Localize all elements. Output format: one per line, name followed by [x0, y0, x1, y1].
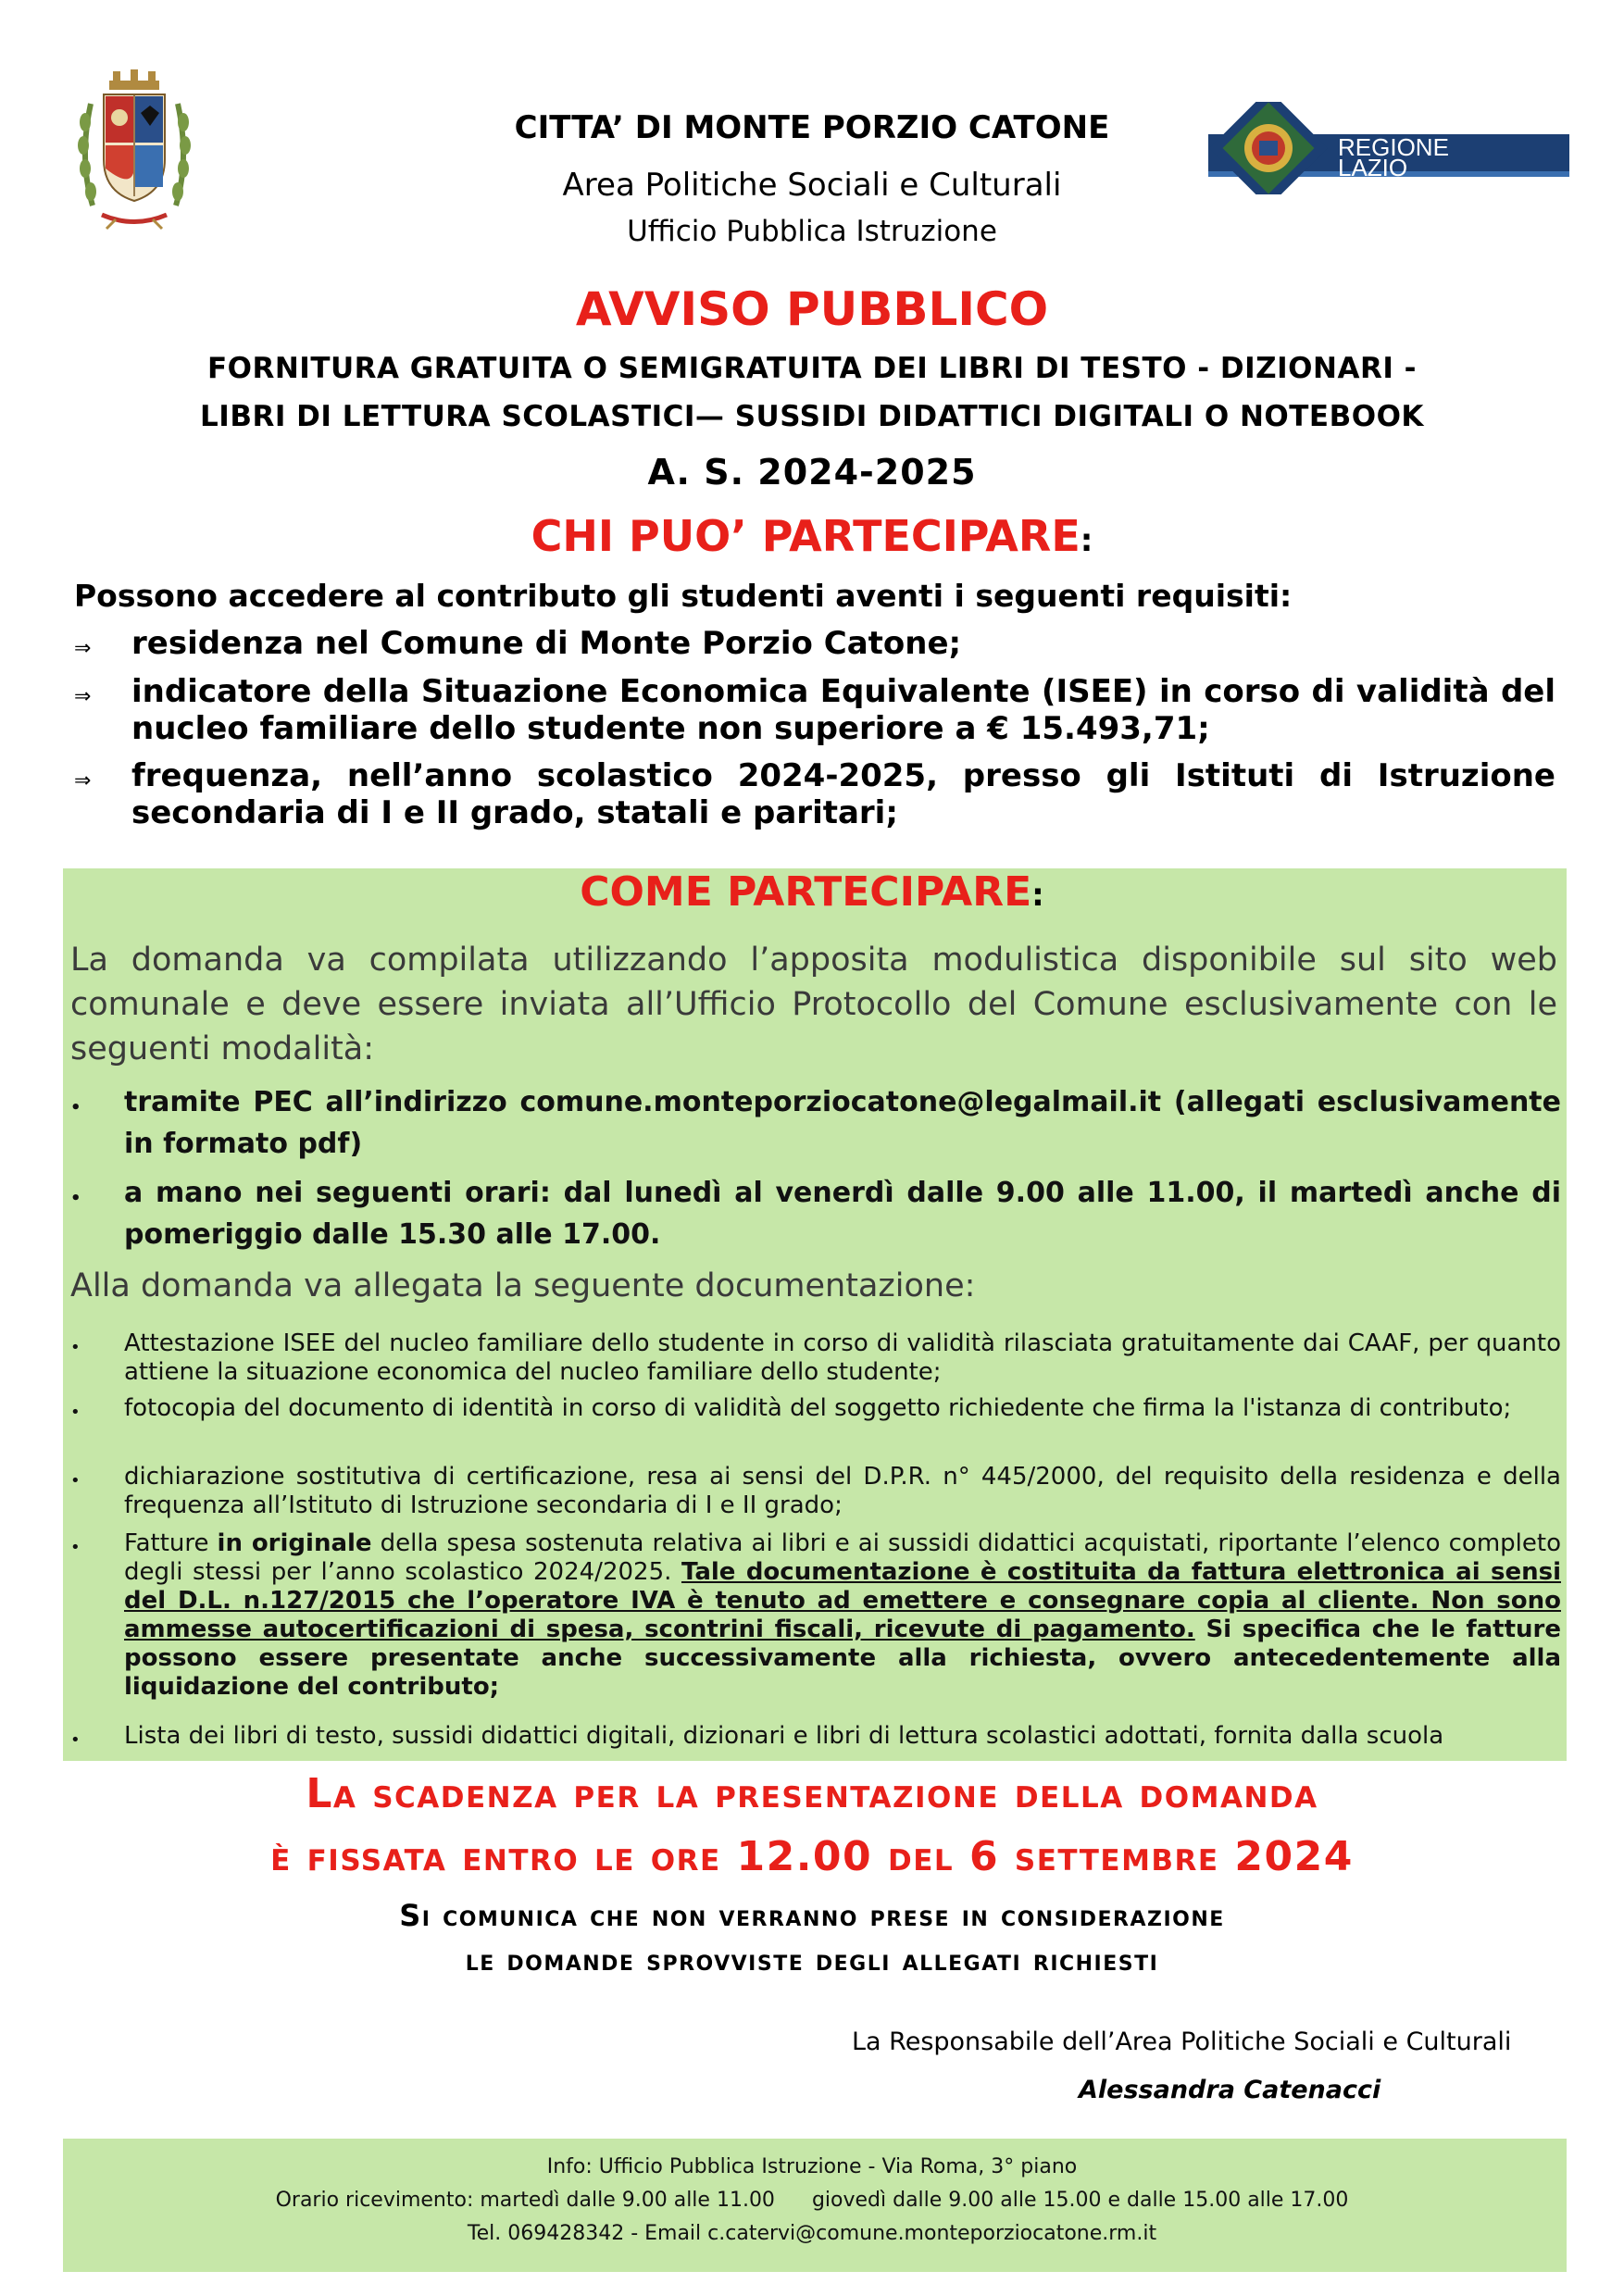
signatory-name: Alessandra Catenacci	[1079, 2076, 1381, 2104]
warning-line1: Si comunica che non verranno prese in considerazione	[399, 1898, 1225, 1933]
document-item	[70, 1329, 1561, 1387]
requirement-text: frequenza, nell’anno scolastico 2024-2025, presso gli Istituti di Istruzione secondaria di I e II grado, statali e paritari;	[131, 757, 1555, 831]
area-name: Area Politiche Sociali e Culturali	[562, 167, 1062, 204]
who-title-colon: :	[1080, 522, 1093, 559]
document-item	[70, 1394, 1561, 1423]
footer-hours-thursday: giovedì dalle 9.00 alle 15.00 e dalle 15.00 alle 17.00	[811, 2189, 1349, 2212]
arrow-bullet-icon: ⇒	[74, 637, 92, 660]
submission-method-item	[70, 1081, 1561, 1165]
requirement-text: residenza nel Comune di Monte Porzio Catone;	[131, 625, 962, 662]
arrow-bullet-icon: ⇒	[74, 685, 92, 708]
footer-info-line: Info: Ufficio Pubblica Istruzione - Via Roma, 3° piano	[546, 2155, 1078, 2178]
footer-hours-tuesday: Orario ricevimento: martedì dalle 9.00 alle 11.00	[275, 2189, 775, 2212]
region-logo-line2: LAZIO	[1338, 154, 1408, 181]
document-item-invoices	[70, 1529, 1561, 1702]
arrow-bullet-icon: ⇒	[74, 769, 92, 792]
invoices-original-bold: in originale	[217, 1529, 372, 1557]
requirement-item	[74, 673, 1555, 747]
deadline-line1: La scadenza per la presentazione della domanda	[306, 1770, 1318, 1817]
submission-method-text: a mano nei seguenti orari: dal lunedì al venerdì dalle 9.00 alle 11.00, il martedì anche di pomeriggio dalle 15.30 alle 17.00.	[124, 1177, 1561, 1251]
who-can-participate-heading	[0, 511, 1624, 561]
dot-bullet-icon: •	[70, 1730, 81, 1750]
document-text: Lista dei libri di testo, sussidi didattici digitali, dizionari e libri di lettura scolastici adottati, fornita dalla scuola	[124, 1722, 1444, 1750]
invoices-note-bold: Si specifica che le fatture possono essere presentate anche successivamente alla richiesta, ovvero antecedentemente alla liquidazione del contributo;	[124, 1616, 1562, 1701]
invoices-text	[124, 1529, 1561, 1702]
requirements-intro: Possono accedere al contributo gli studenti aventi i seguenti requisiti:	[74, 578, 1293, 614]
municipal-crest-logo	[74, 67, 194, 233]
footer-contact-line: Tel. 069428342 - Email c.catervi@comune.monteporziocatone.rm.it	[467, 2222, 1157, 2245]
dot-bullet-icon: •	[70, 1189, 81, 1208]
office-name: Ufficio Pubblica Istruzione	[627, 215, 997, 248]
document-text: fotocopia del documento di identità in corso di validità del soggetto richiedente che firma la l'istanza di contributo;	[124, 1394, 1512, 1422]
application-intro: La domanda va compilata utilizzando l’apposita modulistica disponibile sul sito web comunale e deve essere inviata all’Ufficio Protocollo del Comune esclusivamente con le seguenti modalità:	[70, 942, 1557, 1067]
notice-title: AVVISO PUBBLICO	[575, 282, 1049, 336]
invoices-underlined: Tale documentazione è costituita da fattura elettronica ai sensi del D.L. n.127/2015 che l’operatore IVA è tenuto ad emettere e consegnare copia al cliente. Non sono ammesse autocertificazioni di spesa, scontrini fiscali, ricevute di pagamento.	[124, 1558, 1561, 1643]
dot-bullet-icon: •	[70, 1403, 81, 1422]
document-text: dichiarazione sostitutiva di certificazione, resa ai sensi del D.P.R. n° 445/2000, del requisito della residenza e della frequenza all’Istituto di Istruzione secondaria di I e II grado;	[124, 1463, 1561, 1519]
who-title-text: CHI PUO’ PARTECIPARE	[531, 511, 1081, 561]
signatory-role: La Responsabile dell’Area Politiche Sociali e Culturali	[852, 2028, 1512, 2056]
document-item	[70, 1722, 1561, 1751]
submission-method-item	[70, 1172, 1561, 1255]
document-item	[70, 1463, 1561, 1520]
documents-intro: Alla domanda va allegata la seguente documentazione:	[70, 1267, 976, 1304]
deadline-line2: è fissata entro le ore 12.00 del 6 settembre 2024	[270, 1833, 1354, 1880]
invoices-text-c: della spesa sostenuta relativa ai libri e ai sussidi didattici acquistati, riportante l’elenco completo degli stessi per l’anno scolastico 2024/2025.	[124, 1529, 1561, 1586]
requirement-item	[74, 757, 1555, 831]
school-year: A. S. 2024-2025	[647, 452, 977, 493]
warning-line2: le domande sprovviste degli allegati richiesti	[465, 1942, 1159, 1978]
dot-bullet-icon: •	[70, 1471, 81, 1491]
how-title-text: COME PARTECIPARE	[580, 868, 1032, 916]
submission-method-text: tramite PEC all’indirizzo comune.monteporziocatone@legalmail.it (allegati esclusivamente in formato pdf)	[124, 1086, 1561, 1160]
dot-bullet-icon: •	[70, 1338, 81, 1357]
document-text: Attestazione ISEE del nucleo familiare dello studente in corso di validità rilasciata gratuitamente dai CAAF, per quanto attiene la situazione economica del nucleo familiare dello studente;	[124, 1329, 1561, 1386]
footer-hours-line	[0, 2189, 1624, 2212]
region-logo-line1: REGIONE	[1338, 133, 1449, 161]
requirement-text: indicatore della Situazione Economica Equivalente (ISEE) in corso di validità del nucleo familiare dello studente non superiore a € 15.493,71;	[131, 673, 1555, 747]
how-to-participate-heading	[0, 868, 1624, 916]
notice-subtitle-line2: LIBRI DI LETTURA SCOLASTICI— SUSSIDI DIDATTICI DIGITALI O NOTEBOOK	[200, 400, 1424, 433]
invoices-text-a: Fatture	[124, 1529, 218, 1557]
how-title-colon: :	[1031, 877, 1044, 914]
dot-bullet-icon: •	[70, 1098, 81, 1117]
notice-subtitle-line1: FORNITURA GRATUITA O SEMIGRATUITA DEI LIBRI DI TESTO - DIZIONARI -	[206, 352, 1418, 385]
city-name: CITTA’ DI MONTE PORZIO CATONE	[514, 109, 1110, 146]
dot-bullet-icon: •	[70, 1538, 81, 1557]
requirement-item	[74, 625, 1555, 662]
